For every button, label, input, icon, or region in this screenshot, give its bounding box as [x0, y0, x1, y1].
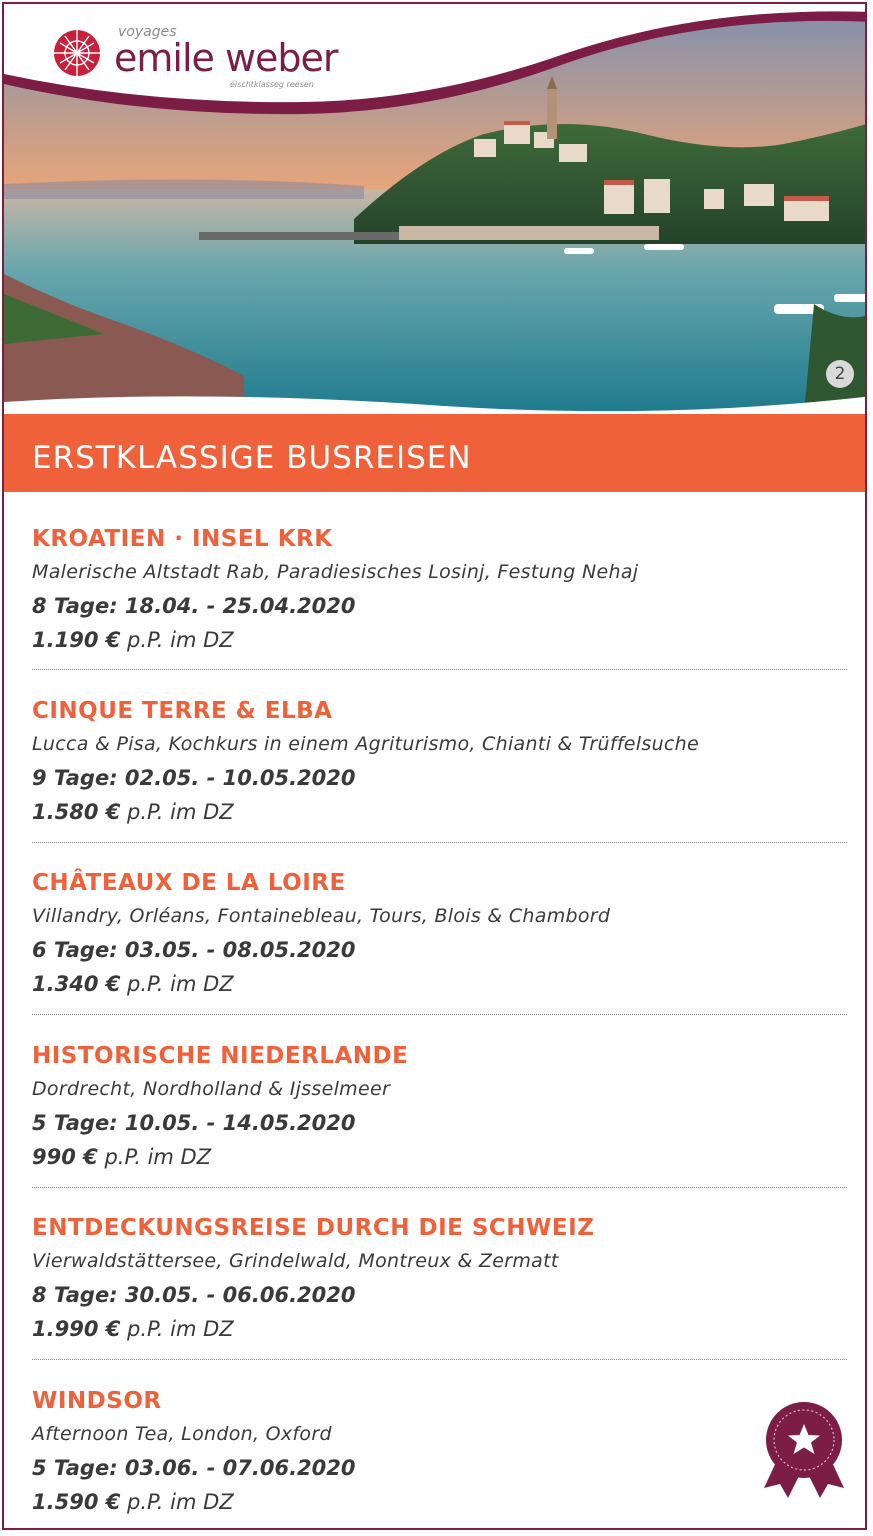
advertisement-card: [2, 2, 867, 1530]
brand-logo[interactable]: [52, 24, 352, 94]
trip-title: CHÂTEAUX DE LA LOIRE: [32, 870, 346, 896]
trip-dates: 5 Tage: 03.06. - 07.06.2020: [32, 1456, 356, 1480]
brand-tagline: éischtklasseg reesen: [230, 80, 314, 89]
globe-logo-icon: [52, 28, 102, 78]
trip-title: ENTDECKUNGSREISE DURCH DIE SCHWEIZ: [32, 1215, 595, 1241]
banner-title: ERSTKLASSIGE BUSREISEN: [32, 440, 472, 476]
trip-price: [32, 1140, 847, 1174]
trip-price-suffix: p.P. im DZ: [120, 800, 234, 824]
trip-price-suffix: p.P. im DZ: [120, 1490, 234, 1514]
star-rosette-icon: [756, 1400, 852, 1500]
trip-item[interactable]: [32, 1211, 847, 1346]
trip-price: [32, 1485, 847, 1519]
trip-description: Malerische Altstadt Rab, Paradiesisches Losinj, Festung Nehaj: [32, 561, 639, 583]
image-number-badge: 2: [826, 360, 854, 388]
trip-item[interactable]: [32, 522, 847, 657]
trip-title: KROATIEN · INSEL KRK: [32, 526, 333, 552]
trip-price: [32, 623, 847, 657]
trip-price-suffix: p.P. im DZ: [97, 1145, 212, 1169]
divider: [32, 1014, 847, 1015]
divider: [32, 1187, 847, 1188]
trip-price: [32, 967, 847, 1001]
trip-dates: 6 Tage: 03.05. - 08.05.2020: [32, 938, 356, 962]
trip-description: Villandry, Orléans, Fontainebleau, Tours, Blois & Chambord: [32, 905, 611, 927]
trip-description: Lucca & Pisa, Kochkurs in einem Agriturismo, Chianti & Trüffelsuche: [32, 733, 699, 755]
trip-price-amount: 1.990 €: [32, 1317, 121, 1341]
divider: [32, 669, 847, 670]
trip-dates: 5 Tage: 10.05. - 14.05.2020: [32, 1111, 356, 1135]
trip-title: WINDSOR: [32, 1388, 162, 1414]
trip-description: Afternoon Tea, London, Oxford: [32, 1423, 332, 1445]
brand-voyages: voyages: [118, 24, 177, 40]
trip-description: Vierwaldstättersee, Grindelwald, Montreux & Zermatt: [32, 1250, 559, 1272]
divider: [32, 1359, 847, 1360]
trip-title: HISTORISCHE NIEDERLANDE: [32, 1043, 409, 1069]
trip-item[interactable]: [32, 694, 847, 829]
divider: [32, 842, 847, 843]
trip-price-amount: 1.580 €: [32, 800, 121, 824]
trip-price-amount: 990 €: [32, 1145, 98, 1169]
trip-dates: 8 Tage: 18.04. - 25.04.2020: [32, 594, 356, 618]
trip-price-amount: 1.340 €: [32, 972, 121, 996]
trip-dates: 8 Tage: 30.05. - 06.06.2020: [32, 1283, 356, 1307]
brand-name: emile weber: [114, 36, 338, 80]
trip-price-suffix: p.P. im DZ: [120, 1317, 234, 1341]
trip-item[interactable]: [32, 1039, 847, 1174]
section-banner: [4, 414, 867, 492]
trip-price-amount: 1.590 €: [32, 1490, 121, 1514]
trip-price-suffix: p.P. im DZ: [120, 972, 234, 996]
trip-description: Dordrecht, Nordholland & Ijsselmeer: [32, 1078, 391, 1100]
trip-price: [32, 795, 847, 829]
trip-price-amount: 1.190 €: [32, 628, 121, 652]
trip-dates: 9 Tage: 02.05. - 10.05.2020: [32, 766, 356, 790]
trip-price-suffix: p.P. im DZ: [120, 628, 234, 652]
trip-item[interactable]: [32, 1384, 847, 1519]
trip-price: [32, 1312, 847, 1346]
trip-item[interactable]: [32, 866, 847, 1001]
trip-title: CINQUE TERRE & ELBA: [32, 698, 333, 724]
